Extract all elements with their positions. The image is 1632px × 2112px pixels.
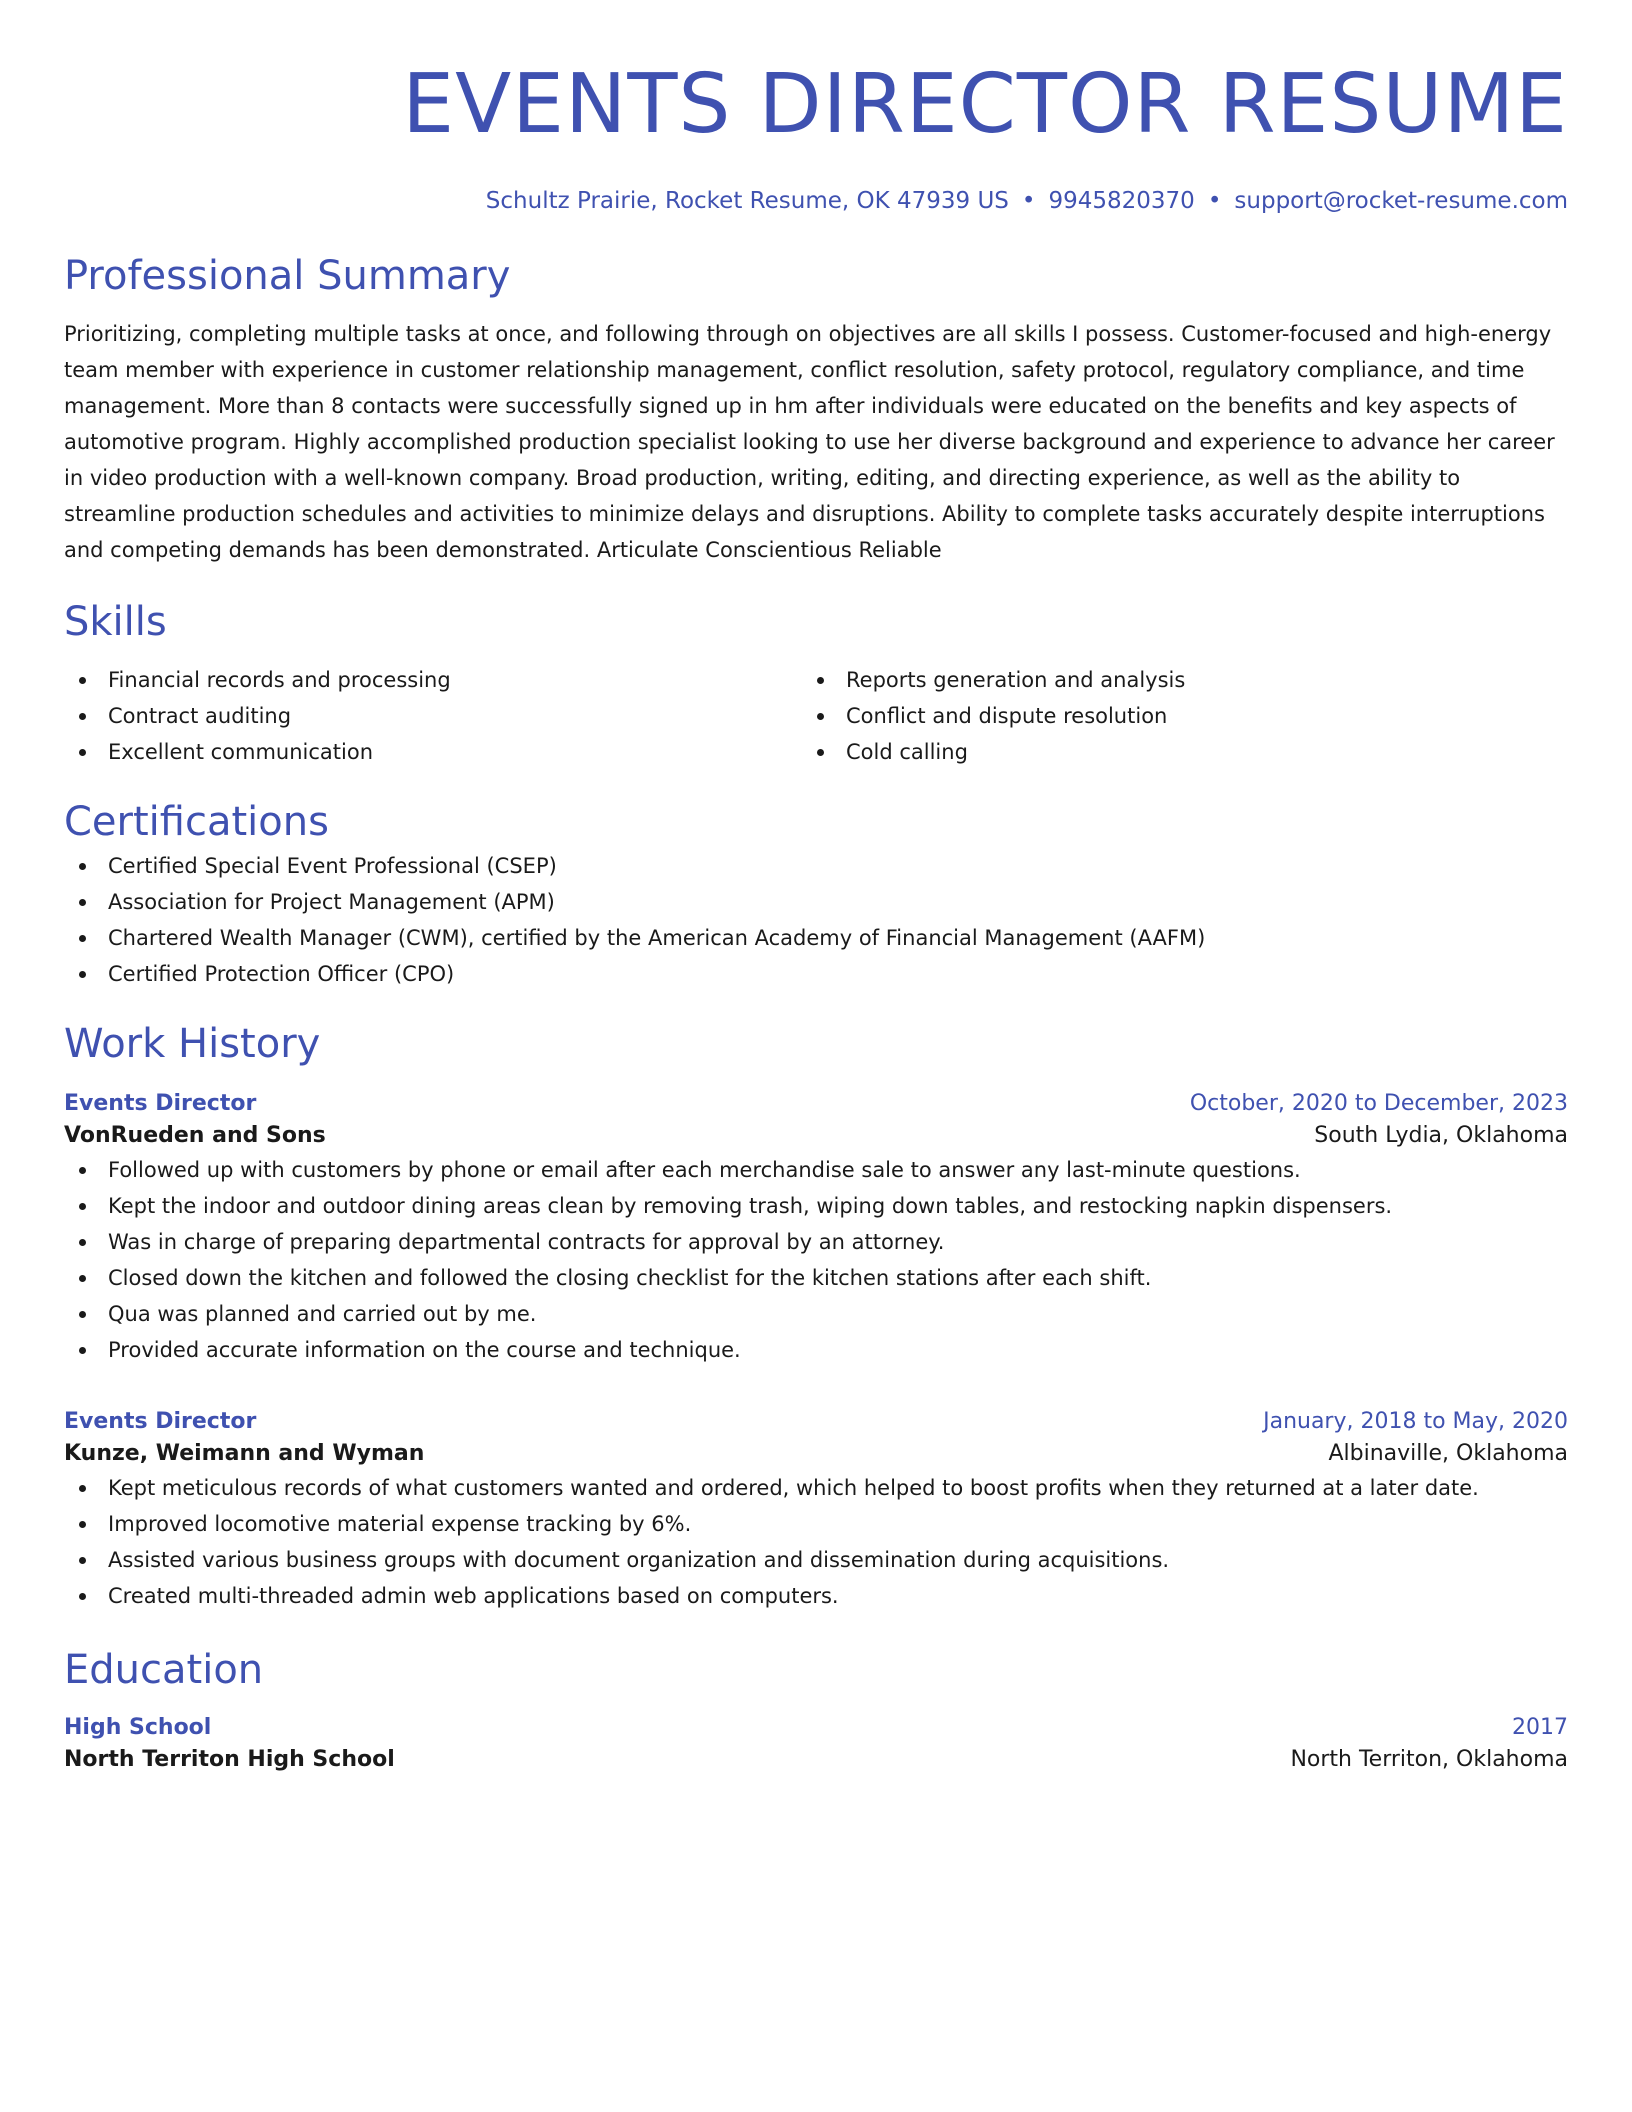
skill-item (64, 662, 802, 698)
summary-section (64, 250, 1568, 568)
job-duties-list (64, 1470, 1568, 1614)
job-role-row (64, 1088, 1568, 1120)
skill-item (64, 734, 802, 770)
job-duty-text: Qua was planned and carried out by me. (108, 1302, 537, 1326)
education-location: North Territon, Oklahoma (1290, 1747, 1568, 1772)
job-role: Events Director (64, 1409, 257, 1434)
education-section (64, 1644, 1568, 1776)
job-dates: October, 2020 to December, 2023 (1189, 1091, 1568, 1116)
skills-heading: Skills (64, 599, 167, 645)
job-company: VonRueden and Sons (64, 1123, 326, 1148)
bullet-icon (817, 749, 824, 756)
contact-line (64, 186, 1568, 216)
skill-text: Excellent communication (108, 740, 374, 764)
bullet-icon (79, 1347, 86, 1354)
skills-section (64, 596, 1568, 770)
certifications-heading: Certifications (64, 799, 329, 845)
bullet-icon (79, 935, 86, 942)
education-school: North Territon High School (64, 1747, 395, 1772)
job-company-row (64, 1120, 1568, 1152)
certification-item (64, 956, 1568, 992)
job-duty (64, 1296, 1568, 1332)
job-company: Kunze, Weimann and Wyman (64, 1441, 425, 1466)
bullet-icon (817, 677, 824, 684)
skill-text: Financial records and processing (108, 668, 451, 692)
job-location: Albinaville, Oklahoma (1328, 1441, 1568, 1466)
contact-phone: 9945820370 (1048, 188, 1195, 214)
skill-text: Cold calling (846, 740, 968, 764)
bullet-icon (79, 713, 86, 720)
work-history-heading: Work History (64, 1021, 321, 1067)
job-duty (64, 1470, 1568, 1506)
work-history-section (64, 1018, 1568, 1614)
job-duty (64, 1578, 1568, 1614)
education-school-row (64, 1744, 1568, 1776)
certification-text: Association for Project Management (APM) (108, 890, 555, 914)
job-duties-list (64, 1152, 1568, 1368)
certification-item (64, 920, 1568, 956)
skill-text: Conflict and dispute resolution (846, 704, 1168, 728)
job-duty (64, 1506, 1568, 1542)
bullet-icon (79, 1485, 86, 1492)
skill-item (802, 734, 1540, 770)
bullet-icon (79, 863, 86, 870)
resume-title: EVENTS DIRECTOR RESUME (402, 57, 1568, 152)
job-role: Events Director (64, 1091, 257, 1116)
education-degree-row (64, 1712, 1568, 1744)
job-duty-text: Improved locomotive material expense tracking by 6%. (108, 1512, 692, 1536)
job-role-row (64, 1406, 1568, 1438)
skill-text: Contract auditing (108, 704, 292, 728)
bullet-icon (79, 899, 86, 906)
education-heading: Education (64, 1647, 264, 1693)
contact-separator: • (1021, 188, 1036, 214)
skill-item (802, 698, 1540, 734)
job-duty (64, 1152, 1568, 1188)
resume-header (64, 50, 1568, 216)
job-duty-text: Assisted various business groups with document organization and dissemination during acquisitions. (108, 1548, 1170, 1572)
job-entry (64, 1088, 1568, 1368)
job-duty (64, 1332, 1568, 1368)
education-entry (64, 1712, 1568, 1776)
summary-text: Prioritizing, completing multiple tasks at once, and following through on objectives are all skills I possess. Customer-focused and high-energy team member with experience in customer relationship management, conflict resolution, safety protocol, regulatory compliance, and time management. More than 8 contacts were successfully signed up in hm after individuals were educated on the benefits and key aspects of automotive program. Highly accomplished production specialist looking to use her diverse background and experience to advance her career in video production with a well-known company. Broad production, writing, editing, and directing experience, as well as the ability to streamline production schedules and activities to minimize delays and disruptions. Ability to complete tasks accurately despite interruptions and competing demands has been demonstrated. Articulate Conscientious Reliable (64, 322, 1555, 562)
certification-text: Chartered Wealth Manager (CWM), certified by the American Academy of Financial Management (AAFM) (108, 926, 1206, 950)
job-duty (64, 1260, 1568, 1296)
bullet-icon (79, 1239, 86, 1246)
skill-text: Reports generation and analysis (846, 668, 1186, 692)
bullet-icon (79, 749, 86, 756)
certification-text: Certified Special Event Professional (CSEP) (108, 854, 557, 878)
education-degree: High School (64, 1715, 212, 1740)
bullet-icon (79, 1275, 86, 1282)
skills-column-right (802, 662, 1540, 770)
skills-column-left (64, 662, 802, 770)
bullet-icon (79, 677, 86, 684)
job-duty-text: Followed up with customers by phone or email after each merchandise sale to answer any last-minute questions. (108, 1158, 1301, 1182)
bullet-icon (79, 971, 86, 978)
job-duty (64, 1224, 1568, 1260)
bullet-icon (79, 1311, 86, 1318)
summary-heading: Professional Summary (64, 253, 511, 299)
contact-separator: • (1207, 188, 1222, 214)
skill-item (802, 662, 1540, 698)
job-location: South Lydia, Oklahoma (1314, 1123, 1568, 1148)
job-duty-text: Provided accurate information on the course and technique. (108, 1338, 741, 1362)
certifications-list (64, 848, 1568, 992)
certification-text: Certified Protection Officer (CPO) (108, 962, 455, 986)
certification-item (64, 884, 1568, 920)
skills-grid (64, 662, 1568, 770)
skill-item (64, 698, 802, 734)
education-year: 2017 (1512, 1715, 1568, 1740)
bullet-icon (79, 1203, 86, 1210)
certifications-section (64, 796, 1568, 992)
job-dates: January, 2018 to May, 2020 (1263, 1409, 1568, 1434)
bullet-icon (79, 1593, 86, 1600)
job-duty-text: Created multi-threaded admin web applications based on computers. (108, 1584, 839, 1608)
bullet-icon (79, 1167, 86, 1174)
job-duty-text: Kept the indoor and outdoor dining areas clean by removing trash, wiping down tables, and restocking napkin dispensers. (108, 1194, 1393, 1218)
bullet-icon (817, 713, 824, 720)
job-duty-text: Kept meticulous records of what customers wanted and ordered, which helped to boost profits when they returned at a later date. (108, 1476, 1479, 1500)
job-duty (64, 1188, 1568, 1224)
contact-address: Schultz Prairie, Rocket Resume, OK 47939 US (485, 188, 1009, 214)
job-duty-text: Was in charge of preparing departmental contracts for approval by an attorney. (108, 1230, 945, 1254)
bullet-icon (79, 1521, 86, 1528)
certification-item (64, 848, 1568, 884)
job-duty (64, 1542, 1568, 1578)
contact-email: support@rocket-resume.com (1234, 188, 1568, 214)
bullet-icon (79, 1557, 86, 1564)
job-entry (64, 1406, 1568, 1614)
job-duty-text: Closed down the kitchen and followed the closing checklist for the kitchen stations after each shift. (108, 1266, 1152, 1290)
job-company-row (64, 1438, 1568, 1470)
